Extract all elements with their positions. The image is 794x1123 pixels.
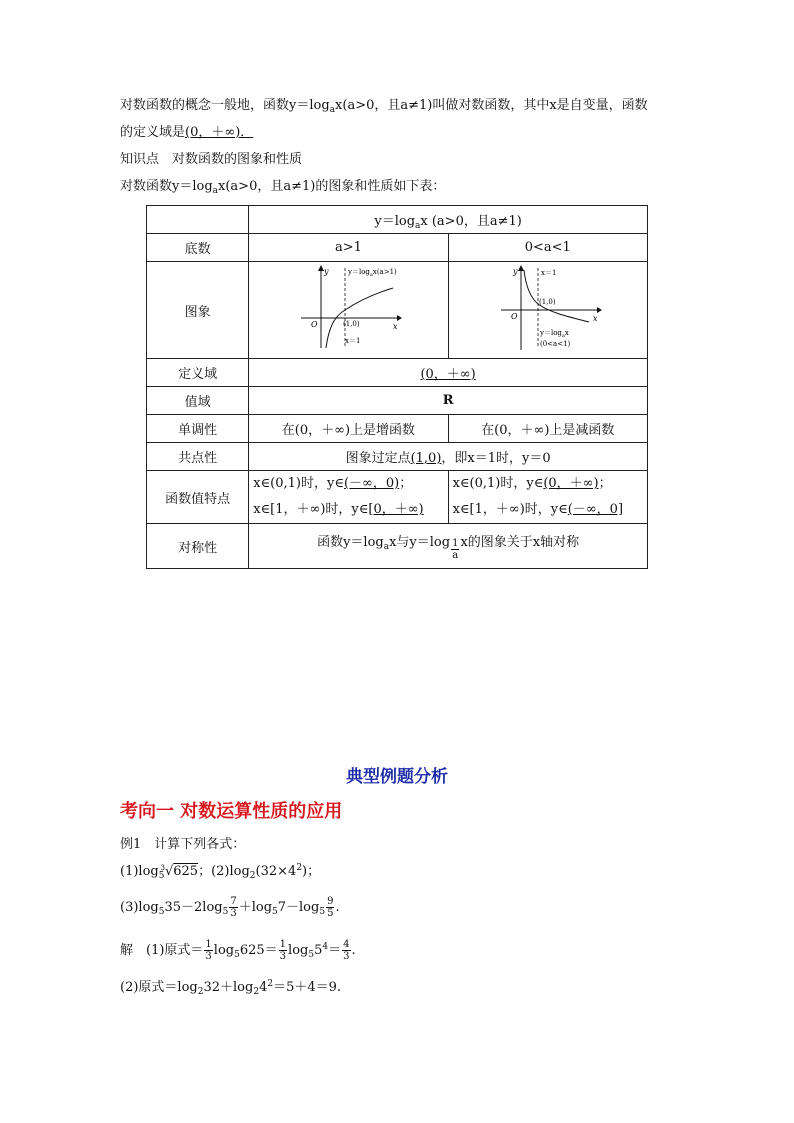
point-label: (1,0): [343, 320, 360, 328]
log-properties-table: [146, 205, 648, 569]
row-label-graph: 图象: [147, 262, 249, 359]
func-label: $y=\log_ax(a>1)$: [348, 268, 398, 278]
mono-increasing: 在(0，＋∞)上是增函数: [249, 415, 448, 443]
row-label-range: 值域: [147, 387, 249, 415]
solution-2: (2)原式$=\log_232+\log_24^2=5+4=9$.: [120, 979, 342, 997]
y-label: y: [512, 267, 518, 276]
y-axis-arrow: [518, 265, 524, 271]
intro-line-2: 的定义域是(0，＋∞)．: [120, 125, 254, 140]
graph-increasing: [249, 262, 448, 359]
symmetry-value: 函数$y=\log_ax$与y＝log $\frac{1}{a}$ x的图象关于x轴对称: [249, 524, 648, 569]
row-label-common-point: 共点性: [147, 443, 249, 471]
y-label: y: [324, 267, 329, 276]
common-point-value: 图象过定点(1,0)，即x＝1时，y＝0: [249, 443, 648, 471]
point-label: (1,0): [538, 298, 556, 306]
row-label-base: 底数: [147, 234, 249, 262]
graph-decreasing-svg: [493, 264, 603, 352]
row-label-function-values: 函数值特点: [147, 471, 249, 524]
graph-increasing-svg: [293, 264, 403, 352]
mono-decreasing: 在(0，＋∞)上是减函数: [448, 415, 647, 443]
x-label: x: [592, 314, 598, 323]
fv-increasing: x∈(0,1)时，y∈(－∞，0)； x∈[1，＋∞)时，y∈[0，＋∞): [249, 471, 448, 524]
fv-decreasing: x∈(0,1)时，y∈(0，＋∞)； x∈[1，＋∞)时，y∈(－∞，0]: [448, 471, 647, 524]
table-intro: 对数函数$y=\log_ax(a>0$，且a≠1)的图象和性质如下表：: [120, 179, 446, 196]
example-q1-q2: $(1)\log_5^3√625$；$(2)\log_2(32\times 4^2)$；: [120, 863, 321, 881]
x-label: x: [393, 322, 398, 331]
func-label: $y=\log_ax$: [539, 329, 569, 339]
solution-1: 解 (1)原式＝ $\frac{1}{3}$ $\log_5625=$ $\frac{1}{3}$ $\log_55^4=$ $\frac{4}{3}$ .: [120, 939, 356, 962]
row-label-domain: 定义域: [147, 359, 249, 387]
subsection-title: 考向一 对数运算性质的应用: [120, 801, 343, 822]
log-curve: [524, 270, 589, 322]
intro-line-1: 对数函数的概念一般地，函数$y=\log_ax(a>0$，且a≠1)叫做对数函数，其中x是自变量，函数: [120, 98, 648, 115]
table-corner: [147, 206, 249, 234]
domain-value: (0，＋∞): [249, 359, 648, 387]
example-title: 例1 计算下列各式：: [120, 837, 246, 852]
section-title: 典型例题分析: [346, 767, 448, 787]
row-label-monotonicity: 单调性: [147, 415, 249, 443]
range-value: R: [249, 387, 648, 415]
origin-label: O: [510, 312, 518, 321]
origin-label: O: [311, 320, 318, 329]
row-label-symmetry: 对称性: [147, 524, 249, 569]
example-q3: $(3)\log_535-2\log_5$ $\frac{7}{3}$ $+\log_57-\log_5$ $\frac{9}{5}$ .: [120, 896, 340, 919]
x-axis-arrow: [397, 315, 402, 321]
table-header: $y=\log_ax$ (a>0，且a≠1): [249, 206, 648, 234]
base-lt-1: 0<a<1: [448, 234, 647, 262]
x-axis-arrow: [597, 307, 602, 313]
cond-label: (0<a<1): [539, 340, 571, 348]
asym-label: x＝1: [345, 337, 361, 345]
base-gt-1: a>1: [249, 234, 448, 262]
asym-label: x＝1: [540, 269, 557, 277]
knowledge-heading: 知识点 对数函数的图象和性质: [120, 152, 303, 167]
graph-decreasing: [448, 262, 647, 359]
